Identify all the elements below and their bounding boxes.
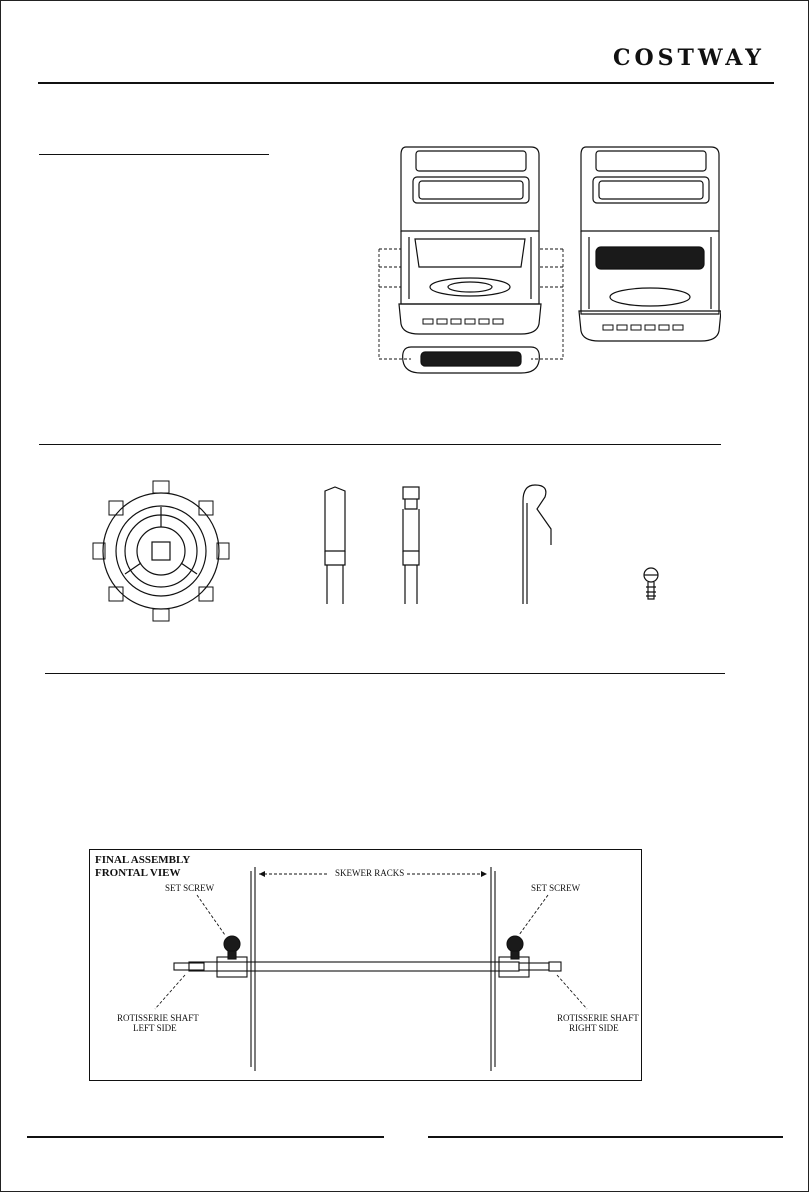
section-heading-rule-1 [39,154,269,155]
footer-rule-left [27,1136,384,1138]
diagram-title-line2: FRONTAL VIEW [95,867,181,879]
air-fryer-illustration [371,139,721,379]
shaft-left-label-line1: ROTISSERIE SHAFT [117,1013,199,1023]
diagram-title-line1: FINAL ASSEMBLY [95,854,191,866]
shaft-left-label-line2: LEFT SIDE [133,1023,177,1033]
section-rule-3 [45,673,725,674]
rotisserie-parts-illustration [91,479,681,629]
costway-logo: COSTWAY [613,45,765,71]
shaft-right-label-line2: RIGHT SIDE [569,1023,619,1033]
shaft-right-label-line1: ROTISSERIE SHAFT [557,1013,639,1023]
skewer-racks-label: SKEWER RACKS [335,868,405,878]
final-assembly-diagram [89,849,642,1081]
section-rule-2 [39,444,721,445]
header-rule [38,82,774,84]
footer-rule-right [428,1136,783,1138]
set-screw-left-label: SET SCREW [165,883,215,893]
set-screw-right-label: SET SCREW [531,883,581,893]
